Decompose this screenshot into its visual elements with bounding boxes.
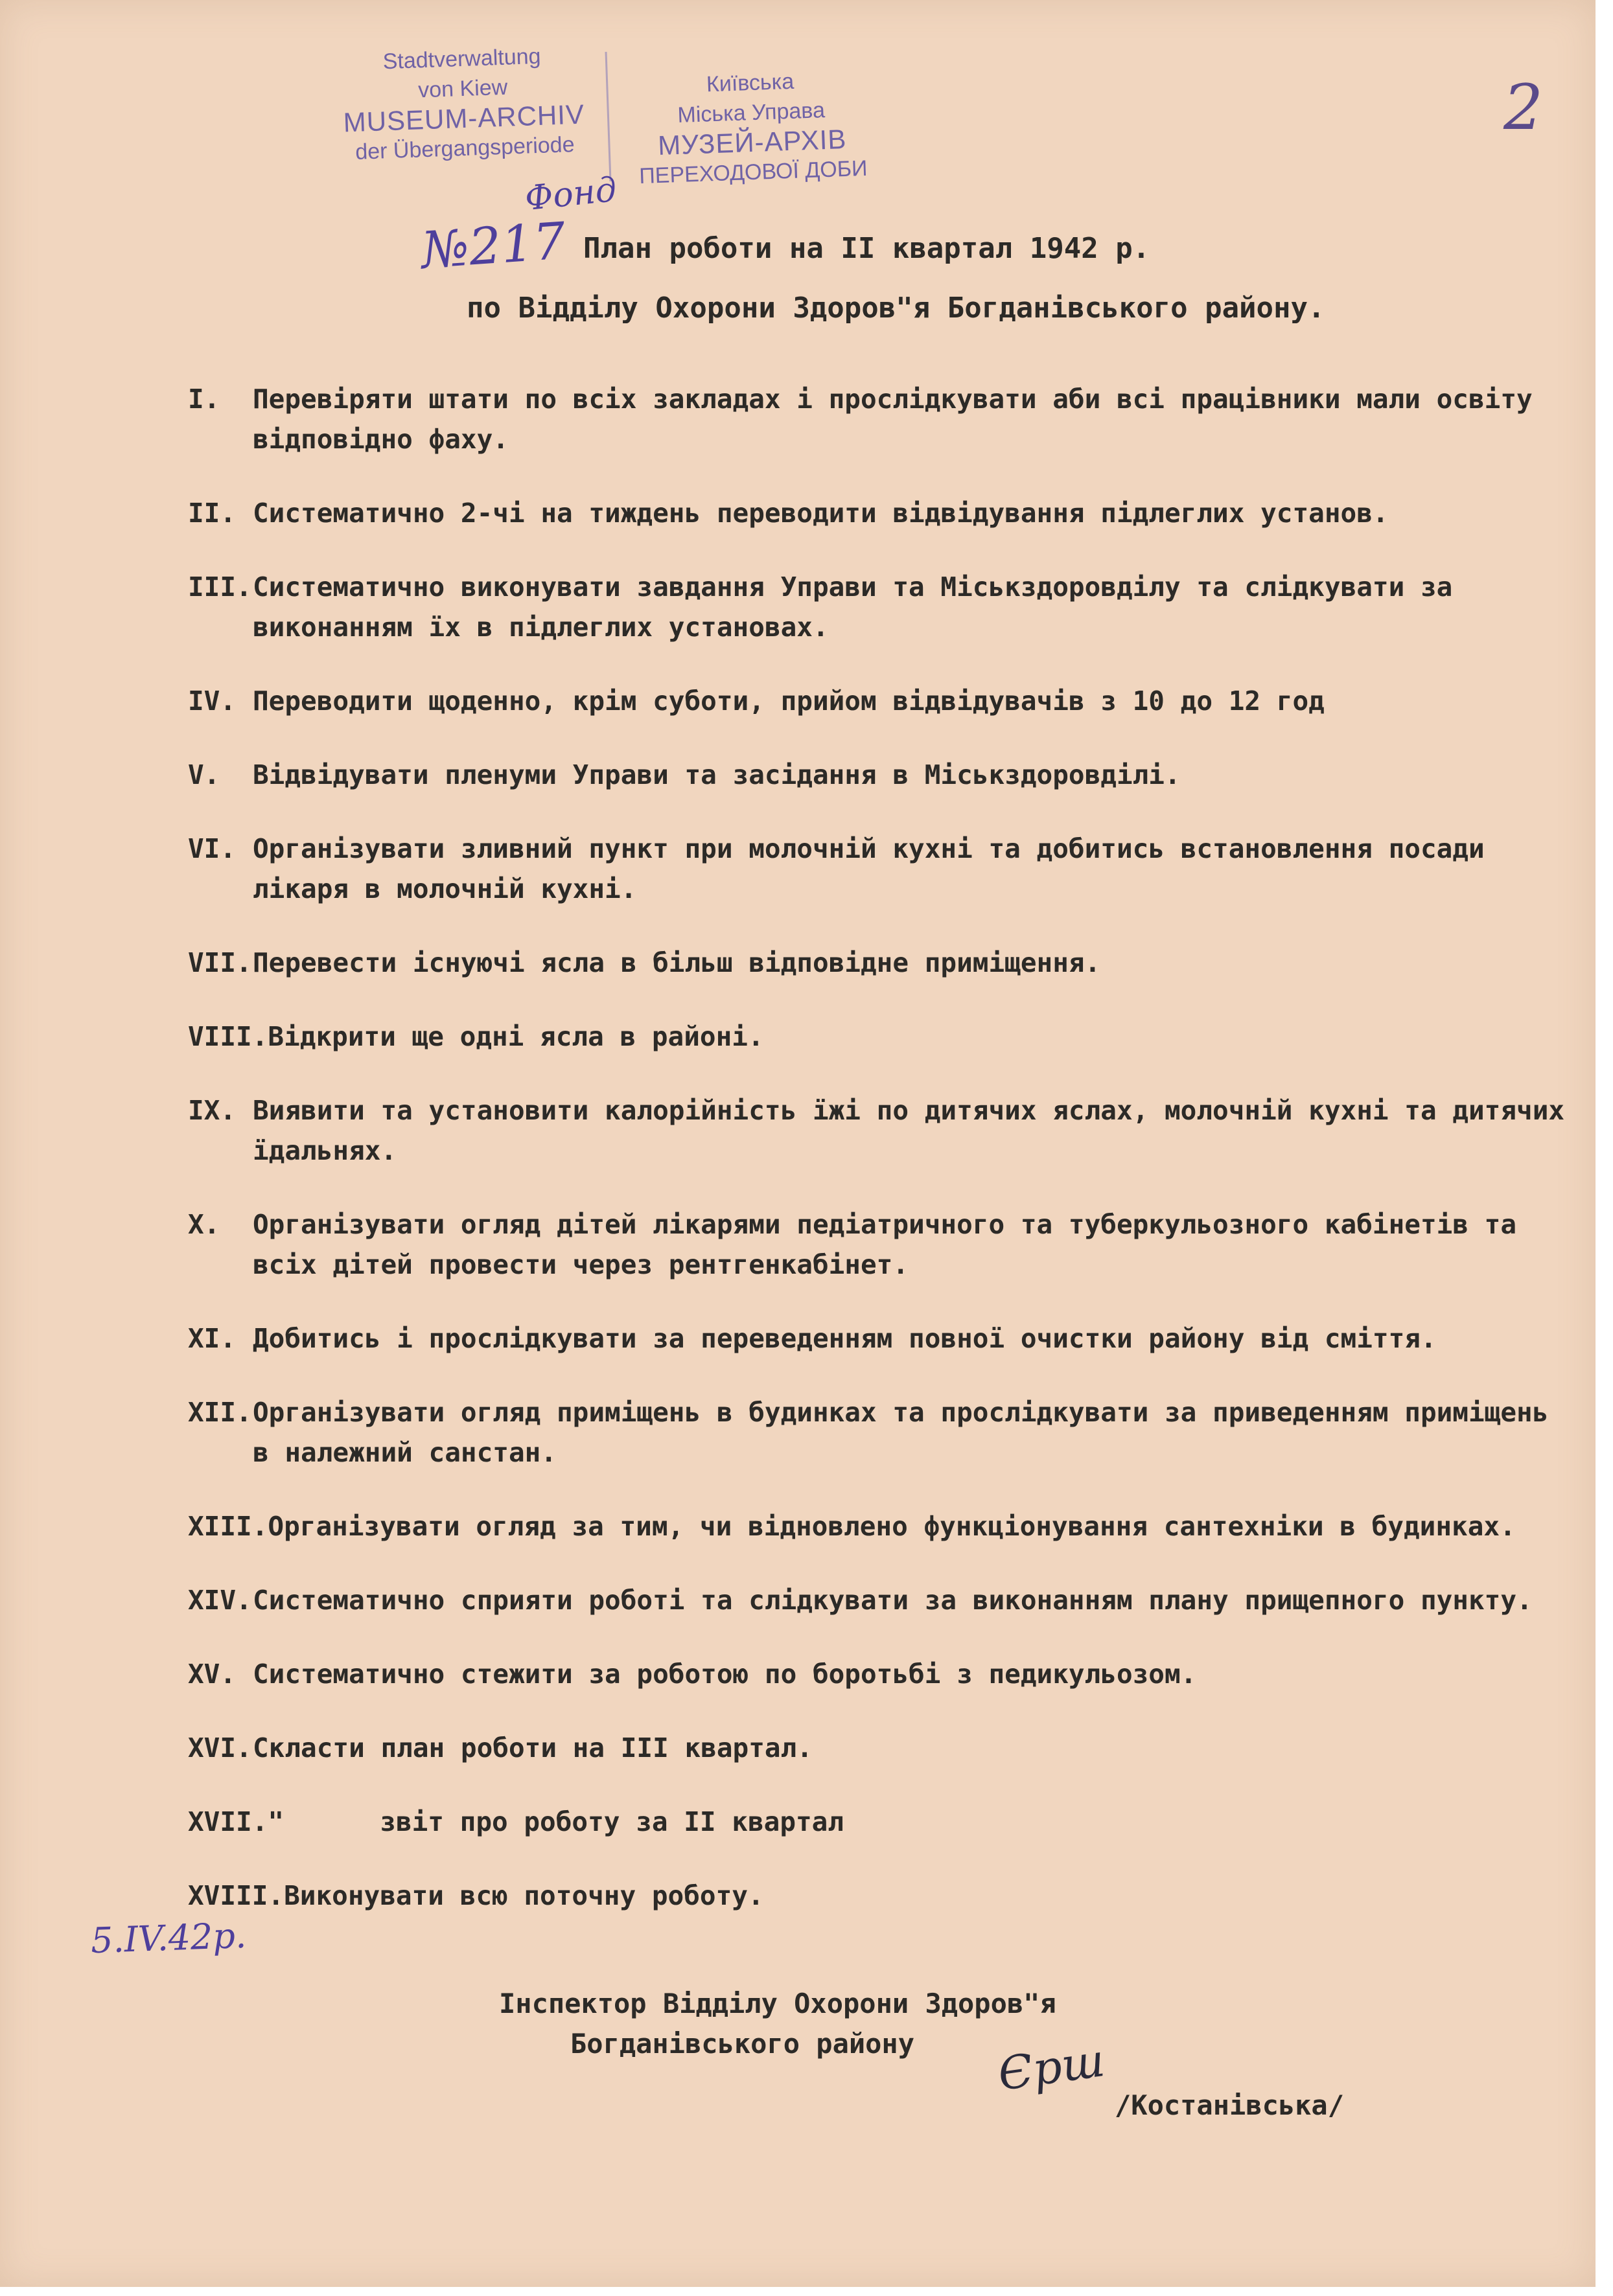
document-subtitle: по Відділу Охорони Здоров"я Богданівського району. — [467, 292, 1325, 325]
handwritten-page-number: 2 — [1503, 71, 1544, 144]
item-number: III. — [188, 571, 252, 603]
item-number: XVI. — [188, 1732, 252, 1763]
list-item — [188, 1392, 1568, 1473]
item-text: Скласти план роботи на III квартал. — [253, 1732, 813, 1763]
item-text: Виконувати всю поточну роботу. — [284, 1880, 764, 1911]
item-number: XIII. — [188, 1511, 268, 1542]
signatory-district: Богданівського району — [570, 2028, 915, 2060]
item-text: Організувати зливний пункт при молочній кухні та добитись встановлення посади лікаря в молочній кухні. — [253, 833, 1485, 904]
list-item — [188, 1506, 1568, 1546]
item-text: " звіт про роботу за II квартал — [268, 1806, 844, 1837]
item-text: Організувати огляд приміщень в будинках та прослідкувати за приведенням приміщень в належний санстан. — [253, 1397, 1549, 1468]
item-text: Добитись і прослідкувати за переведенням повної очистки району від сміття. — [253, 1323, 1437, 1354]
list-item — [188, 681, 1568, 721]
item-number: I. — [188, 384, 220, 415]
list-item — [188, 1728, 1568, 1768]
item-number: VIII. — [188, 1021, 268, 1052]
item-text: Переводити щоденно, крім суботи, прийом відвідувачів з 10 до 12 год — [253, 685, 1325, 717]
list-item — [188, 943, 1568, 983]
list-item — [188, 829, 1568, 909]
item-number: XVII. — [188, 1806, 268, 1837]
list-item — [188, 493, 1568, 533]
item-number: XVIII. — [188, 1880, 284, 1911]
list-item — [188, 755, 1568, 795]
list-item — [188, 1318, 1568, 1359]
archive-stamp-ukrainian — [610, 63, 893, 192]
stamp-line: МУЗЕЙ-АРХІВ — [657, 123, 848, 161]
item-text: Перевести існуючі ясла в більш відповідне приміщення. — [253, 947, 1101, 978]
plan-items-list — [188, 379, 1568, 1949]
stamp-divider — [605, 52, 612, 181]
item-number: X. — [188, 1209, 220, 1240]
item-number: XII. — [188, 1397, 252, 1428]
item-text: Систематично виконувати завдання Управи та Міськздоровділу та слідкувати за виконанням їх в підлеглих установах. — [253, 571, 1453, 643]
item-text: Систематично сприяти роботі та слідкувати за виконанням плану прищепного пункту. — [253, 1585, 1533, 1616]
item-text: Виявити та установити калорійність їжі по дитячих яслах, молочній кухні та дитячих їдальнях. — [253, 1095, 1565, 1166]
list-item — [188, 1204, 1568, 1285]
stamp-line: von Kiew — [417, 75, 508, 103]
document-title: План роботи на II квартал 1942 р. — [583, 232, 1150, 265]
item-text: Відкрити ще одні ясла в районі. — [268, 1021, 764, 1052]
item-text: Перевіряти штати по всіх закладах і прослідкувати аби всі працівники мали освіту відповідно фаху. — [253, 384, 1533, 455]
archive-stamp-german — [322, 40, 605, 168]
list-item — [188, 567, 1568, 647]
signatory-name: /Костанівська/ — [1115, 2089, 1345, 2121]
handwritten-date: 5.IV.42р. — [89, 1914, 248, 1962]
handwritten-document-number: №217 — [419, 212, 568, 281]
stamp-line: der Übergangsperiode — [354, 132, 575, 165]
item-number: V. — [188, 759, 220, 790]
list-item — [188, 379, 1568, 459]
handwritten-signature: Єрш — [995, 2033, 1108, 2102]
stamp-line: Stadtverwaltung — [382, 43, 542, 75]
stamp-line: Київська — [706, 69, 795, 97]
signatory-title: Інспектор Відділу Охорони Здоров"я — [499, 1988, 1056, 2019]
list-item — [188, 1802, 1568, 1842]
list-item — [188, 1016, 1568, 1057]
stamp-line: MUSEUM-ARCHIV — [342, 98, 585, 138]
item-number: VI. — [188, 833, 237, 864]
handwritten-fond: Фонд — [523, 170, 619, 219]
item-number: VII. — [188, 947, 252, 978]
stamp-line: ПЕРЕХОДОВОЇ ДОБИ — [638, 155, 868, 189]
item-number: XIV. — [188, 1585, 252, 1616]
list-item — [188, 1580, 1568, 1620]
list-item — [188, 1654, 1568, 1694]
item-number: XI. — [188, 1323, 237, 1354]
list-item — [188, 1876, 1568, 1916]
item-text: Організувати огляд за тим, чи відновлено функціонування сантехніки в будинках. — [268, 1511, 1516, 1542]
item-text: Систематично 2-чі на тиждень переводити відвідування підлеглих установ. — [253, 498, 1389, 529]
item-text: Систематично стежити за роботою по боротьбі з педикульозом. — [253, 1659, 1197, 1690]
list-item — [188, 1090, 1568, 1171]
item-number: IV. — [188, 685, 237, 717]
item-text: Організувати огляд дітей лікарями педіатричного та туберкульозного кабінетів та всіх дітей провести через рентгенкабінет. — [253, 1209, 1517, 1280]
item-number: II. — [188, 498, 237, 529]
item-number: IX. — [188, 1095, 237, 1126]
item-text: Відвідувати пленуми Управи та засідання в Міськздоровділі. — [253, 759, 1181, 790]
item-number: XV. — [188, 1659, 237, 1690]
stamp-line: Міська Управа — [677, 98, 826, 128]
